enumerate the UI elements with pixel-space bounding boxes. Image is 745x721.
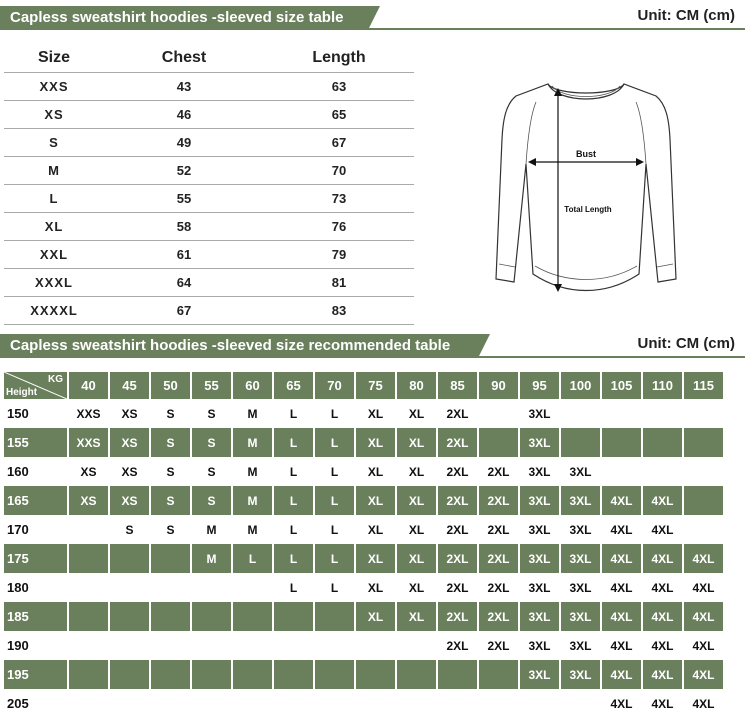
recommended-size-cell xyxy=(192,660,231,689)
recommended-size-cell: 3XL xyxy=(520,660,559,689)
recommended-size-cell xyxy=(69,660,108,689)
size-table-row xyxy=(4,297,414,325)
recommended-size-cell xyxy=(438,689,477,718)
recommended-unit-label: Unit: CM (cm) xyxy=(637,335,735,352)
recommended-size-cell xyxy=(151,544,190,573)
recommended-size-cell: L xyxy=(274,428,313,457)
recommended-size-cell xyxy=(110,689,149,718)
corner-header xyxy=(4,372,67,399)
recommended-size-cell: XXS xyxy=(69,428,108,457)
recommended-size-cell: M xyxy=(247,406,258,421)
recommended-size-cell: XL xyxy=(408,406,425,421)
size-table-row xyxy=(4,101,414,129)
recommended-size-cell: 3XL xyxy=(569,464,592,479)
size-table-header-row xyxy=(4,44,414,73)
recommended-size-cell: 3XL xyxy=(561,486,600,515)
recommendation-row xyxy=(4,660,723,689)
height-cell: 185 xyxy=(4,602,67,631)
recommended-size-cell: M xyxy=(233,428,272,457)
corner-height-label: Height xyxy=(6,387,38,398)
recommended-size-cell xyxy=(192,602,231,631)
length-cell: 70 xyxy=(264,157,414,185)
recommended-size-cell: S xyxy=(166,406,175,421)
recommended-size-cell: 2XL xyxy=(446,522,469,537)
recommended-size-cell: 4XL xyxy=(651,638,674,653)
weight-header-cell: 95 xyxy=(520,372,559,399)
recommended-size-cell: XL xyxy=(397,544,436,573)
recommended-size-cell: XL xyxy=(356,486,395,515)
recommended-size-cell: 4XL xyxy=(651,696,674,711)
length-cell: 79 xyxy=(264,241,414,269)
recommended-size-cell: XS xyxy=(121,464,138,479)
recommended-size-cell: L xyxy=(289,464,298,479)
recommended-size-cell xyxy=(274,631,313,660)
recommended-size-cell: L xyxy=(315,428,354,457)
recommended-size-cell: 3XL xyxy=(528,580,551,595)
chest-cell: 55 xyxy=(104,185,264,213)
recommended-size-cell: L xyxy=(233,544,272,573)
size-cell: XXL xyxy=(4,241,104,269)
height-cell: 155 xyxy=(4,428,67,457)
size-title-underline xyxy=(0,28,745,30)
recommended-size-cell xyxy=(274,602,313,631)
recommended-size-cell xyxy=(561,428,600,457)
sweatshirt-diagram xyxy=(486,74,686,304)
recommended-size-cell xyxy=(110,573,149,602)
recommended-size-cell: 2XL xyxy=(438,602,477,631)
recommended-size-cell: XL xyxy=(408,580,425,595)
recommended-size-cell xyxy=(561,689,600,718)
recommended-size-cell xyxy=(151,631,190,660)
weight-header-cell: 55 xyxy=(192,372,231,399)
recommended-size-cell xyxy=(69,631,108,660)
recommended-size-cell: XL xyxy=(397,602,436,631)
recommended-size-cell: 2XL xyxy=(438,428,477,457)
recommended-size-cell: XL xyxy=(397,428,436,457)
recommended-size-cell xyxy=(684,486,723,515)
recommended-size-cell: L xyxy=(274,544,313,573)
recommended-size-cell: 4XL xyxy=(692,696,715,711)
recommended-size-cell: 3XL xyxy=(520,602,559,631)
recommended-size-cell: S xyxy=(125,522,134,537)
recommended-size-cell xyxy=(602,457,641,486)
recommended-size-cell: 4XL xyxy=(643,544,682,573)
recommended-title-underline xyxy=(0,356,745,358)
chest-cell: 58 xyxy=(104,213,264,241)
recommended-size-cell: 4XL xyxy=(684,602,723,631)
recommended-size-cell: XS xyxy=(110,428,149,457)
recommended-size-cell xyxy=(69,573,108,602)
recommended-size-cell: XS xyxy=(69,486,108,515)
recommendation-row xyxy=(4,399,723,428)
corner-kg-label: KG xyxy=(48,374,63,385)
chest-cell: 49 xyxy=(104,129,264,157)
recommended-size-cell: 3XL xyxy=(561,602,600,631)
recommended-size-cell: S xyxy=(192,428,231,457)
recommended-size-cell: 2XL xyxy=(438,486,477,515)
recommended-size-cell: XL xyxy=(356,428,395,457)
recommended-size-cell xyxy=(356,689,395,718)
recommended-size-cell: L xyxy=(330,406,339,421)
weight-header-row xyxy=(4,372,723,399)
recommended-size-cell: L xyxy=(289,580,298,595)
recommended-size-cell: 4XL xyxy=(684,660,723,689)
recommended-size-cell: S xyxy=(207,406,216,421)
recommended-size-cell: 4XL xyxy=(602,486,641,515)
recommended-size-cell xyxy=(397,660,436,689)
recommended-size-cell: XL xyxy=(397,486,436,515)
recommended-size-cell xyxy=(69,602,108,631)
height-cell: 195 xyxy=(4,660,67,689)
recommended-size-cell: L xyxy=(289,522,298,537)
recommended-size-cell xyxy=(233,573,272,602)
size-table xyxy=(4,44,414,325)
recommended-size-cell: 3XL xyxy=(528,464,551,479)
chest-cell: 61 xyxy=(104,241,264,269)
height-cell: 150 xyxy=(7,406,29,421)
length-arrow-bottom-head xyxy=(554,284,562,292)
recommended-size-cell: XS xyxy=(121,406,138,421)
chest-cell: 64 xyxy=(104,269,264,297)
size-table-row xyxy=(4,269,414,297)
total-length-label: Total Length xyxy=(564,205,612,214)
recommended-size-cell xyxy=(192,689,231,718)
size-table-row xyxy=(4,185,414,213)
bust-label: Bust xyxy=(576,149,596,159)
height-cell: 170 xyxy=(7,522,29,537)
recommended-size-cell xyxy=(438,660,477,689)
recommended-size-cell: 2XL xyxy=(487,522,510,537)
recommended-size-cell: M xyxy=(247,464,258,479)
recommended-size-cell xyxy=(684,515,723,544)
chest-cell: 43 xyxy=(104,73,264,101)
size-cell: XXXXL xyxy=(4,297,104,325)
recommended-size-cell: 2XL xyxy=(446,638,469,653)
recommended-size-cell: 2XL xyxy=(479,544,518,573)
recommended-size-cell: 2XL xyxy=(479,486,518,515)
recommended-size-cell: 4XL xyxy=(602,660,641,689)
length-cell: 67 xyxy=(264,129,414,157)
recommended-size-cell: 3XL xyxy=(520,486,559,515)
size-table-title: Capless sweatshirt hoodies -sleeved size table xyxy=(0,6,368,30)
recommended-size-cell: XL xyxy=(367,522,384,537)
weight-header-cell: 110 xyxy=(643,372,682,399)
recommended-size-cell: 3XL xyxy=(520,544,559,573)
recommended-size-cell xyxy=(110,602,149,631)
recommendation-row xyxy=(4,573,723,602)
recommended-size-cell: L xyxy=(315,486,354,515)
size-cell: L xyxy=(4,185,104,213)
size-cell: XS xyxy=(4,101,104,129)
length-cell: 83 xyxy=(264,297,414,325)
recommended-size-cell: S xyxy=(166,522,175,537)
recommended-size-cell xyxy=(233,660,272,689)
recommended-size-cell xyxy=(643,428,682,457)
recommended-size-cell xyxy=(684,457,723,486)
recommended-size-cell xyxy=(233,689,272,718)
recommended-size-cell xyxy=(151,573,190,602)
recommended-size-cell xyxy=(643,457,682,486)
recommended-size-cell: M xyxy=(206,522,217,537)
recommended-size-cell xyxy=(151,602,190,631)
recommended-size-cell: S xyxy=(151,486,190,515)
recommended-size-cell xyxy=(315,689,354,718)
size-table-row xyxy=(4,73,414,101)
recommendation-row xyxy=(4,544,723,573)
length-cell: 65 xyxy=(264,101,414,129)
recommended-size-cell: 3XL xyxy=(528,638,551,653)
recommended-size-cell xyxy=(602,428,641,457)
recommended-size-cell: 4XL xyxy=(684,544,723,573)
weight-header-cell: 50 xyxy=(151,372,190,399)
recommended-size-cell: S xyxy=(207,464,216,479)
recommended-size-cell xyxy=(192,631,231,660)
recommendation-row xyxy=(4,457,723,486)
recommended-size-cell: XL xyxy=(367,580,384,595)
recommended-size-cell: M xyxy=(192,544,231,573)
recommended-size-cell: 2XL xyxy=(487,580,510,595)
recommended-size-cell: M xyxy=(233,486,272,515)
hem-line xyxy=(535,266,637,280)
header-length: Length xyxy=(264,44,414,73)
size-cell: M xyxy=(4,157,104,185)
recommended-size-table xyxy=(2,372,725,718)
recommended-size-cell: 4XL xyxy=(643,486,682,515)
length-cell: 81 xyxy=(264,269,414,297)
recommended-size-cell: S xyxy=(166,464,175,479)
recommended-size-cell: XL xyxy=(408,464,425,479)
recommended-size-cell xyxy=(69,544,108,573)
recommended-size-cell xyxy=(479,399,518,428)
recommended-size-cell: 4XL xyxy=(692,580,715,595)
recommended-size-cell xyxy=(69,689,108,718)
recommended-size-cell: 2XL xyxy=(438,544,477,573)
recommended-size-cell xyxy=(356,660,395,689)
chest-cell: 52 xyxy=(104,157,264,185)
recommended-size-cell: 4XL xyxy=(643,602,682,631)
recommended-size-cell: 3XL xyxy=(561,544,600,573)
recommended-size-cell: 2XL xyxy=(487,464,510,479)
size-cell: S xyxy=(4,129,104,157)
length-cell: 63 xyxy=(264,73,414,101)
size-table-row xyxy=(4,157,414,185)
recommended-size-cell: XL xyxy=(408,522,425,537)
weight-header-cell: 90 xyxy=(479,372,518,399)
recommended-size-cell xyxy=(397,689,436,718)
recommended-size-cell xyxy=(315,631,354,660)
header-size: Size xyxy=(4,44,104,73)
recommended-size-cell: 2XL xyxy=(446,464,469,479)
recommended-size-cell: 2XL xyxy=(479,602,518,631)
left-cuff-line xyxy=(499,264,515,267)
recommended-size-cell: XXS xyxy=(76,406,101,421)
recommended-size-cell xyxy=(110,544,149,573)
recommended-size-cell: L xyxy=(330,580,339,595)
recommended-size-cell: XS xyxy=(110,486,149,515)
recommended-size-cell: 4XL xyxy=(610,696,633,711)
recommended-size-cell xyxy=(315,660,354,689)
right-sleeve-seam xyxy=(636,102,646,164)
header-chest: Chest xyxy=(104,44,264,73)
recommended-size-cell: XL xyxy=(367,406,384,421)
recommended-size-cell: 3XL xyxy=(561,660,600,689)
recommended-size-cell xyxy=(151,689,190,718)
weight-header-cell: 115 xyxy=(684,372,723,399)
recommendation-row xyxy=(4,515,723,544)
height-cell: 165 xyxy=(4,486,67,515)
recommended-size-cell: 2XL xyxy=(487,638,510,653)
recommended-size-cell: XL xyxy=(356,544,395,573)
weight-header-cell: 65 xyxy=(274,372,313,399)
weight-header-cell: 45 xyxy=(110,372,149,399)
height-cell: 160 xyxy=(7,464,29,479)
recommended-size-cell: 3XL xyxy=(528,406,551,421)
recommendation-row xyxy=(4,602,723,631)
recommended-size-cell xyxy=(274,689,313,718)
recommended-size-cell xyxy=(274,660,313,689)
recommendation-row xyxy=(4,631,723,660)
recommended-size-cell xyxy=(684,399,723,428)
recommended-size-cell: 4XL xyxy=(610,638,633,653)
recommended-size-cell: 3XL xyxy=(520,428,559,457)
recommended-size-cell xyxy=(69,515,108,544)
size-cell: XXS xyxy=(4,73,104,101)
size-table-row xyxy=(4,213,414,241)
recommended-size-cell xyxy=(479,660,518,689)
weight-header-cell: 105 xyxy=(602,372,641,399)
recommended-size-cell xyxy=(151,660,190,689)
sweatshirt-outline xyxy=(496,84,676,291)
recommended-size-cell: XL xyxy=(367,464,384,479)
recommended-size-cell: 3XL xyxy=(528,522,551,537)
recommended-size-cell xyxy=(479,428,518,457)
recommended-size-cell: XS xyxy=(80,464,97,479)
recommended-size-cell: 4XL xyxy=(643,660,682,689)
size-cell: XL xyxy=(4,213,104,241)
recommended-size-cell: 3XL xyxy=(569,638,592,653)
height-cell: 205 xyxy=(7,696,29,711)
recommended-size-cell: 2XL xyxy=(446,580,469,595)
left-sleeve-seam xyxy=(526,102,536,164)
recommended-size-cell xyxy=(233,602,272,631)
recommended-size-cell xyxy=(356,631,395,660)
recommended-size-cell xyxy=(192,573,231,602)
weight-header-cell: 70 xyxy=(315,372,354,399)
recommended-size-cell: 4XL xyxy=(610,522,633,537)
recommended-size-cell xyxy=(110,631,149,660)
recommended-size-cell xyxy=(684,428,723,457)
recommended-size-cell xyxy=(561,399,600,428)
bust-arrow-right-head xyxy=(636,158,644,166)
recommended-size-cell: 4XL xyxy=(692,638,715,653)
chest-cell: 67 xyxy=(104,297,264,325)
recommended-size-cell: L xyxy=(274,486,313,515)
recommended-size-cell: 4XL xyxy=(610,580,633,595)
chest-cell: 46 xyxy=(104,101,264,129)
weight-header-cell: 60 xyxy=(233,372,272,399)
bust-arrow-left-head xyxy=(528,158,536,166)
height-cell: 180 xyxy=(7,580,29,595)
recommended-size-cell: L xyxy=(289,406,298,421)
recommended-size-cell: 2XL xyxy=(446,406,469,421)
recommended-size-cell: 4XL xyxy=(602,602,641,631)
recommended-size-cell xyxy=(397,631,436,660)
recommended-size-cell xyxy=(602,399,641,428)
height-cell: 190 xyxy=(7,638,29,653)
height-cell: 175 xyxy=(4,544,67,573)
recommended-size-cell xyxy=(110,660,149,689)
recommended-size-cell xyxy=(233,631,272,660)
weight-header-cell: 100 xyxy=(561,372,600,399)
right-cuff-line xyxy=(657,264,673,267)
recommendation-row xyxy=(4,428,723,457)
recommendation-row xyxy=(4,486,723,515)
recommended-size-cell: 3XL xyxy=(569,522,592,537)
recommended-size-cell xyxy=(643,399,682,428)
recommended-size-cell: S xyxy=(192,486,231,515)
length-cell: 76 xyxy=(264,213,414,241)
recommended-size-cell: L xyxy=(315,544,354,573)
recommended-size-cell xyxy=(479,689,518,718)
recommended-size-cell: 4XL xyxy=(602,544,641,573)
size-table-row xyxy=(4,241,414,269)
recommended-table-title: Capless sweatshirt hoodies -sleeved size recommended table xyxy=(0,334,478,358)
recommended-size-cell: 4XL xyxy=(651,522,674,537)
size-table-row xyxy=(4,129,414,157)
weight-header-cell: 75 xyxy=(356,372,395,399)
recommended-size-cell: 3XL xyxy=(569,580,592,595)
size-unit-label: Unit: CM (cm) xyxy=(637,7,735,24)
length-cell: 73 xyxy=(264,185,414,213)
size-cell: XXXL xyxy=(4,269,104,297)
recommended-size-cell: 4XL xyxy=(651,580,674,595)
recommended-size-cell: L xyxy=(330,464,339,479)
recommendation-row xyxy=(4,689,723,718)
recommended-size-cell: XL xyxy=(356,602,395,631)
recommended-size-cell: L xyxy=(330,522,339,537)
weight-header-cell: 85 xyxy=(438,372,477,399)
weight-header-cell: 80 xyxy=(397,372,436,399)
weight-header-cell: 40 xyxy=(69,372,108,399)
recommended-size-cell xyxy=(520,689,559,718)
recommended-size-cell: S xyxy=(151,428,190,457)
recommended-size-cell xyxy=(315,602,354,631)
recommended-size-cell: M xyxy=(247,522,258,537)
